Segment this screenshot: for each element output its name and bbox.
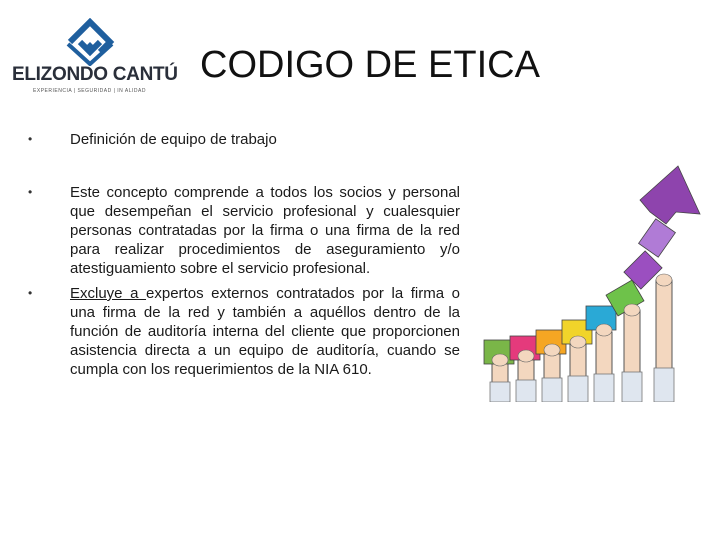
logo-brand-name: ELIZONDO CANTÚ [12,64,178,85]
bullet-text-block [70,284,460,379]
bullet-text: expertos externos contratados por la firma o una firma de la red y también a aquéllos dentro de la función de auditoría interna del cliente que proporcionen asistencia directa a un equipo de auditoría, cuando se cumpla con los requerimientos de la NIA 610. [70,285,460,378]
list-item [28,284,460,379]
company-logo [12,18,178,98]
logo-tagline: EXPERIENCIA | SEGURIDAD | IN ALIDAD [33,88,146,94]
bullet-marker: • [28,185,33,199]
bullet-marker: • [28,286,33,300]
bullet-text: Este concepto comprende a todos los socios y personal que desempeñan el servicio profesional y cualesquier personas contratadas por la firma o una firma de la red para realizar procedimientos de aseguramiento y/o atestiguamiento sobre el servicio profesional. [70,184,460,277]
bullet-list [28,130,460,379]
hands-arrow-illustration-icon [478,160,708,402]
slide-title: CODIGO DE ETICA [200,44,540,86]
list-item [28,130,460,149]
bullet-marker: • [28,132,33,146]
list-item [28,183,460,278]
bullet-text: Definición de equipo de trabajo [70,131,277,148]
logo-mark-icon [60,18,120,66]
bullet-lead-underlined: Excluye a [70,285,147,302]
